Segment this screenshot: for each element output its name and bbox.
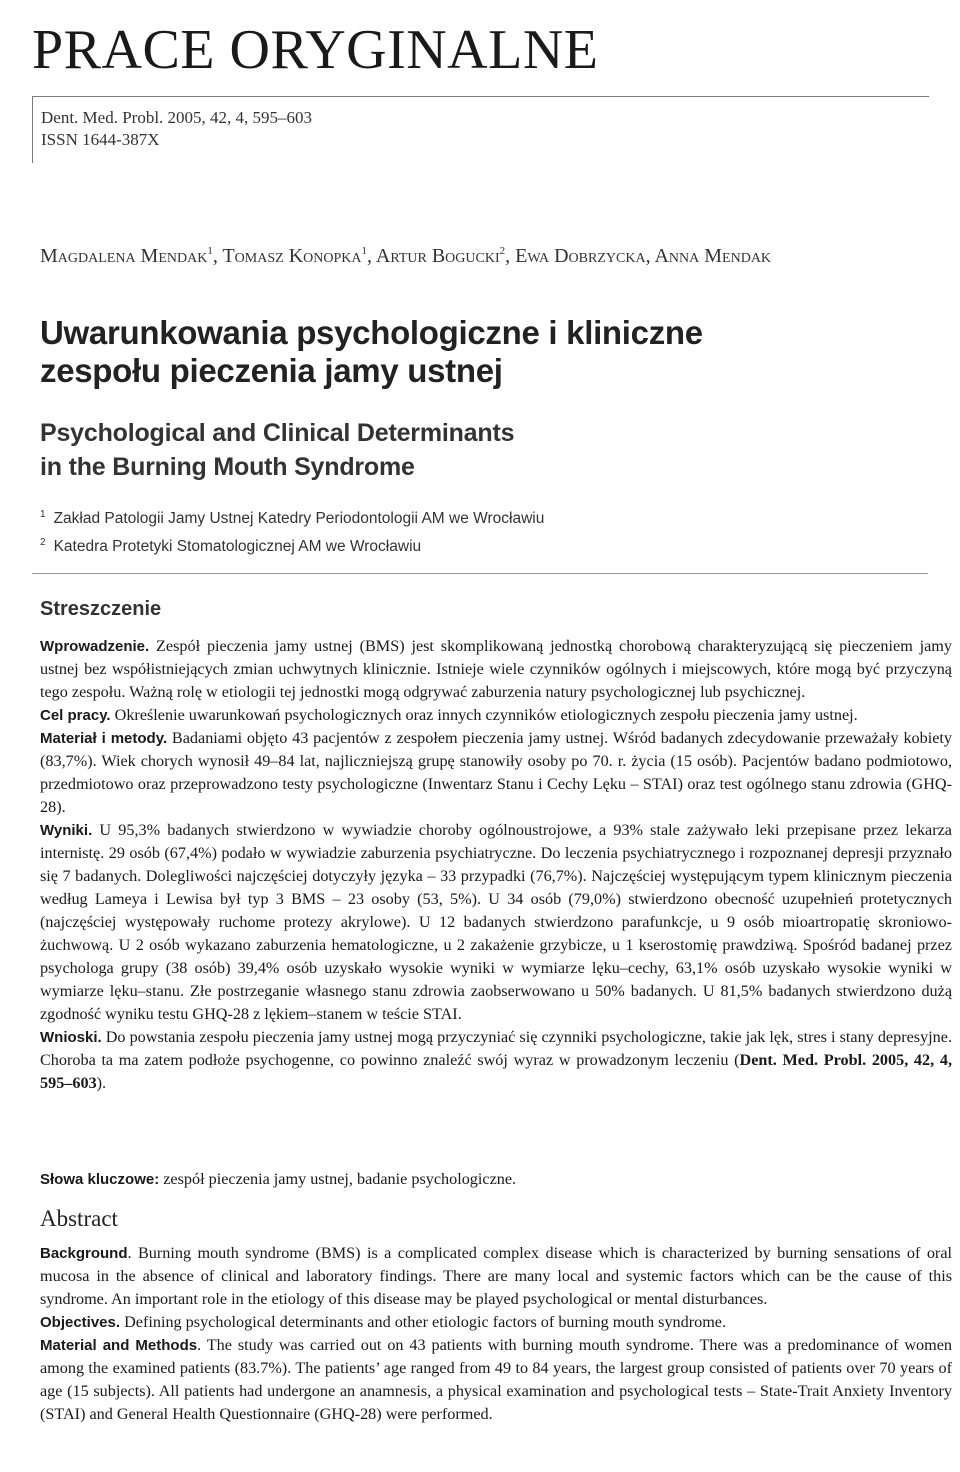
author-name: Anna Mendak [654, 245, 772, 267]
affiliation-text: Zakład Patologii Jamy Ustnej Katedry Periodontologii AM we Wrocławiu [53, 510, 545, 527]
paragraph-text: Do powstania zespołu pieczenia jamy ustnej mogą przyczyniać się czynniki psychologiczne, takie jak lęk, stres i stany depresyjne. Choroba ta ma zatem podłoże psychogenne, co powinno znaleźć swój wyraz w prowadzonym leczeniu ( [40, 1028, 952, 1069]
section-title: PRACE ORYGINALNE [32, 19, 599, 81]
affiliations [40, 503, 920, 559]
paragraph-label: Wyniki. [40, 822, 93, 839]
paragraph-label: Wnioski. [40, 1029, 102, 1046]
divider [32, 573, 928, 574]
paragraph-label: Material and Methods [40, 1337, 198, 1354]
paragraph-text: Badaniami objęto 43 pacjentów z zespołem pieczenia jamy ustnej. Wśród badanych zdecydowanie przeważały kobiety (83,7%). Wiek chorych wynosił 49–84 lat, najliczniejszą grupę stanowiły osoby po 70. r. życia (15 osób). Pacjentów badano podmiotowo, przedmiotowo oraz przeprowadzono testy psychologiczne (Inwentarz Stanu i Cechy Lęku – STAI) oraz test ogólnego stanu zdrowia (GHQ-28). [40, 729, 952, 816]
paragraph-text: Zespół pieczenia jamy ustnej (BMS) jest skomplikowaną jednostką chorobową charakteryzującą się pieczeniem jamy ustnej bez współistniejących zmian uchwytnych klinicznie. Istnieje wiele czynników ogólnych i miejscowych, które mogą być przyczyną tego zespołu. Ważną rolę w etiologii tej jednostki mogą odgrywać zaburzenia natury psychologicznej lub psychicznej. [40, 637, 952, 701]
author-name: Ewa Dobrzycka, [515, 245, 651, 267]
author-name: Magdalena Mendak [40, 245, 208, 267]
paragraph-label: Cel pracy. [40, 707, 111, 724]
affiliation-item [40, 531, 920, 559]
affiliation-number: 2 [40, 537, 46, 548]
citation: Dent. Med. Probl. 2005, 42, 4, 595–603 [40, 1051, 952, 1092]
author-name: Tomasz Konopka [222, 245, 362, 267]
abstract-paragraph [40, 1334, 952, 1426]
keywords [40, 1168, 952, 1191]
abstract-paragraph [40, 1311, 952, 1334]
author-list: Magdalena Mendak$^1$, Tomasz Konopka$^1$, Artur Bogucki$^2$, Ewa Dobrzycka, Anna Mendak [40, 245, 772, 267]
keywords-text: zespół pieczenia jamy ustnej, badanie psychologiczne. [159, 1170, 517, 1188]
paragraph-tail: ). [96, 1074, 107, 1092]
title-english-line: in the Burning Mouth Syndrome [40, 453, 415, 481]
paragraph-text: . The study was carried out on 43 patients with burning mouth syndrome. There was a predominance of women among the examined patients (83.7%). The patients’ age ranged from 49 to 84 years, the largest group consisted of patients over 70 years of age (15 subjects). All patients had undergone an anamnesis, a physical examination and psychological tests – State-Trait Anxiety Inventory (STAI) and General Health Questionnaire (GHQ-28) were performed. [40, 1336, 952, 1423]
keywords-label: Słowa kluczowe: [40, 1171, 160, 1188]
affiliation-text: Katedra Protetyki Stomatologicznej AM we Wrocławiu [53, 538, 422, 555]
streszczenie-body [40, 635, 952, 1095]
affiliation-number: 1 [40, 509, 46, 520]
author-affiliation-mark: 1 [207, 245, 213, 257]
title-english [40, 416, 920, 484]
paragraph-label: Wprowadzenie. [40, 638, 150, 655]
abstract-paragraph [40, 635, 952, 704]
journal-citation: Dent. Med. Probl. 2005, 42, 4, 595–603 [41, 108, 313, 127]
abstract-paragraph [40, 727, 952, 819]
title-english-line: Psychological and Clinical Determinants [40, 419, 515, 447]
paragraph-label: Objectives. [40, 1314, 121, 1331]
journal-box [32, 96, 929, 163]
abstract-paragraph [40, 1026, 952, 1095]
author-affiliation-mark: 1 [361, 245, 367, 257]
abstract-paragraph [40, 704, 952, 727]
streszczenie-heading: Streszczenie [40, 598, 162, 620]
title-polish [40, 314, 920, 390]
title-polish-line: Uwarunkowania psychologiczne i kliniczne [40, 314, 703, 351]
paragraph-text: Określenie uwarunkowań psychologicznych oraz innych czynników etiologicznych zespołu pieczenia jamy ustnej. [110, 706, 858, 724]
paragraph-label: Materiał i metody. [40, 730, 168, 747]
abstract-body [40, 1242, 952, 1426]
paragraph-text: . Burning mouth syndrome (BMS) is a complicated complex disease which is characterized by burning sensations of oral mucosa in the absence of clinical and laboratory findings. There are many local and systemic factors which can be the cause of this syndrome. An important role in the etiology of this disease may be played psychological or mental disturbances. [40, 1244, 952, 1308]
journal-info [41, 107, 312, 151]
title-polish-line: zespołu pieczenia jamy ustnej [40, 352, 503, 389]
paragraph-text: Defining psychological determinants and other etiologic factors of burning mouth syndrome. [120, 1313, 727, 1331]
paragraph-text: U 95,3% badanych stwierdzono w wywiadzie choroby ogólnoustrojowe, a 93% stale zażywało leki przepisane przez lekarza internistę. 29 osób (67,4%) podało w wywiadzie zaburzenia psychiatryczne. Do leczenia psychiatrycznego i rozpoznanej depresji przyznało się 7 badanych. Dolegliwości najczęściej dotyczyły języka – 33 przypadki (76,7%). Najczęściej występującym typem klinicznym pieczenia według Lameya i Lewisa był typ 3 BMS – 23 osoby (53, 5%). U 34 osób (79,0%) stwierdzono obecność uzupełnień protetycznych (najczęściej występowały ruchome protezy akrylowe). U 12 badanych stwierdzono parafunkcje, u 9 osób mioartropatię skroniowo-żuchwową. U 2 osób wykazano zaburzenia hematologiczne, u 2 zakażenie grzybicze, u 1 kserostomię prawdziwą. Spośród badanej przez psychologa grupy (38 osób) 39,4% osób uzyskało wysokie wyniki w wymiarze lęku–cechy, 63,1% osób uzyskało wysokie wyniki w wymiarze lęku–stanu. Złe postrzeganie własnego stanu zdrowia zaobserwowano u 50% badanych. U 81,5% badanych stwierdzono dużą zgodność wyniku testu GHQ-28 z lękiem–stanem w teście STAI. [40, 821, 952, 1023]
affiliation-item [40, 503, 920, 531]
abstract-paragraph [40, 819, 952, 1026]
author-name: Artur Bogucki [375, 245, 500, 267]
author-affiliation-mark: 2 [499, 245, 506, 257]
abstract-paragraph [40, 1242, 952, 1311]
journal-issn: ISSN 1644-387X [41, 130, 160, 149]
abstract-heading: Abstract [40, 1206, 118, 1231]
paragraph-label: Background [40, 1245, 128, 1262]
section-banner [32, 20, 922, 80]
